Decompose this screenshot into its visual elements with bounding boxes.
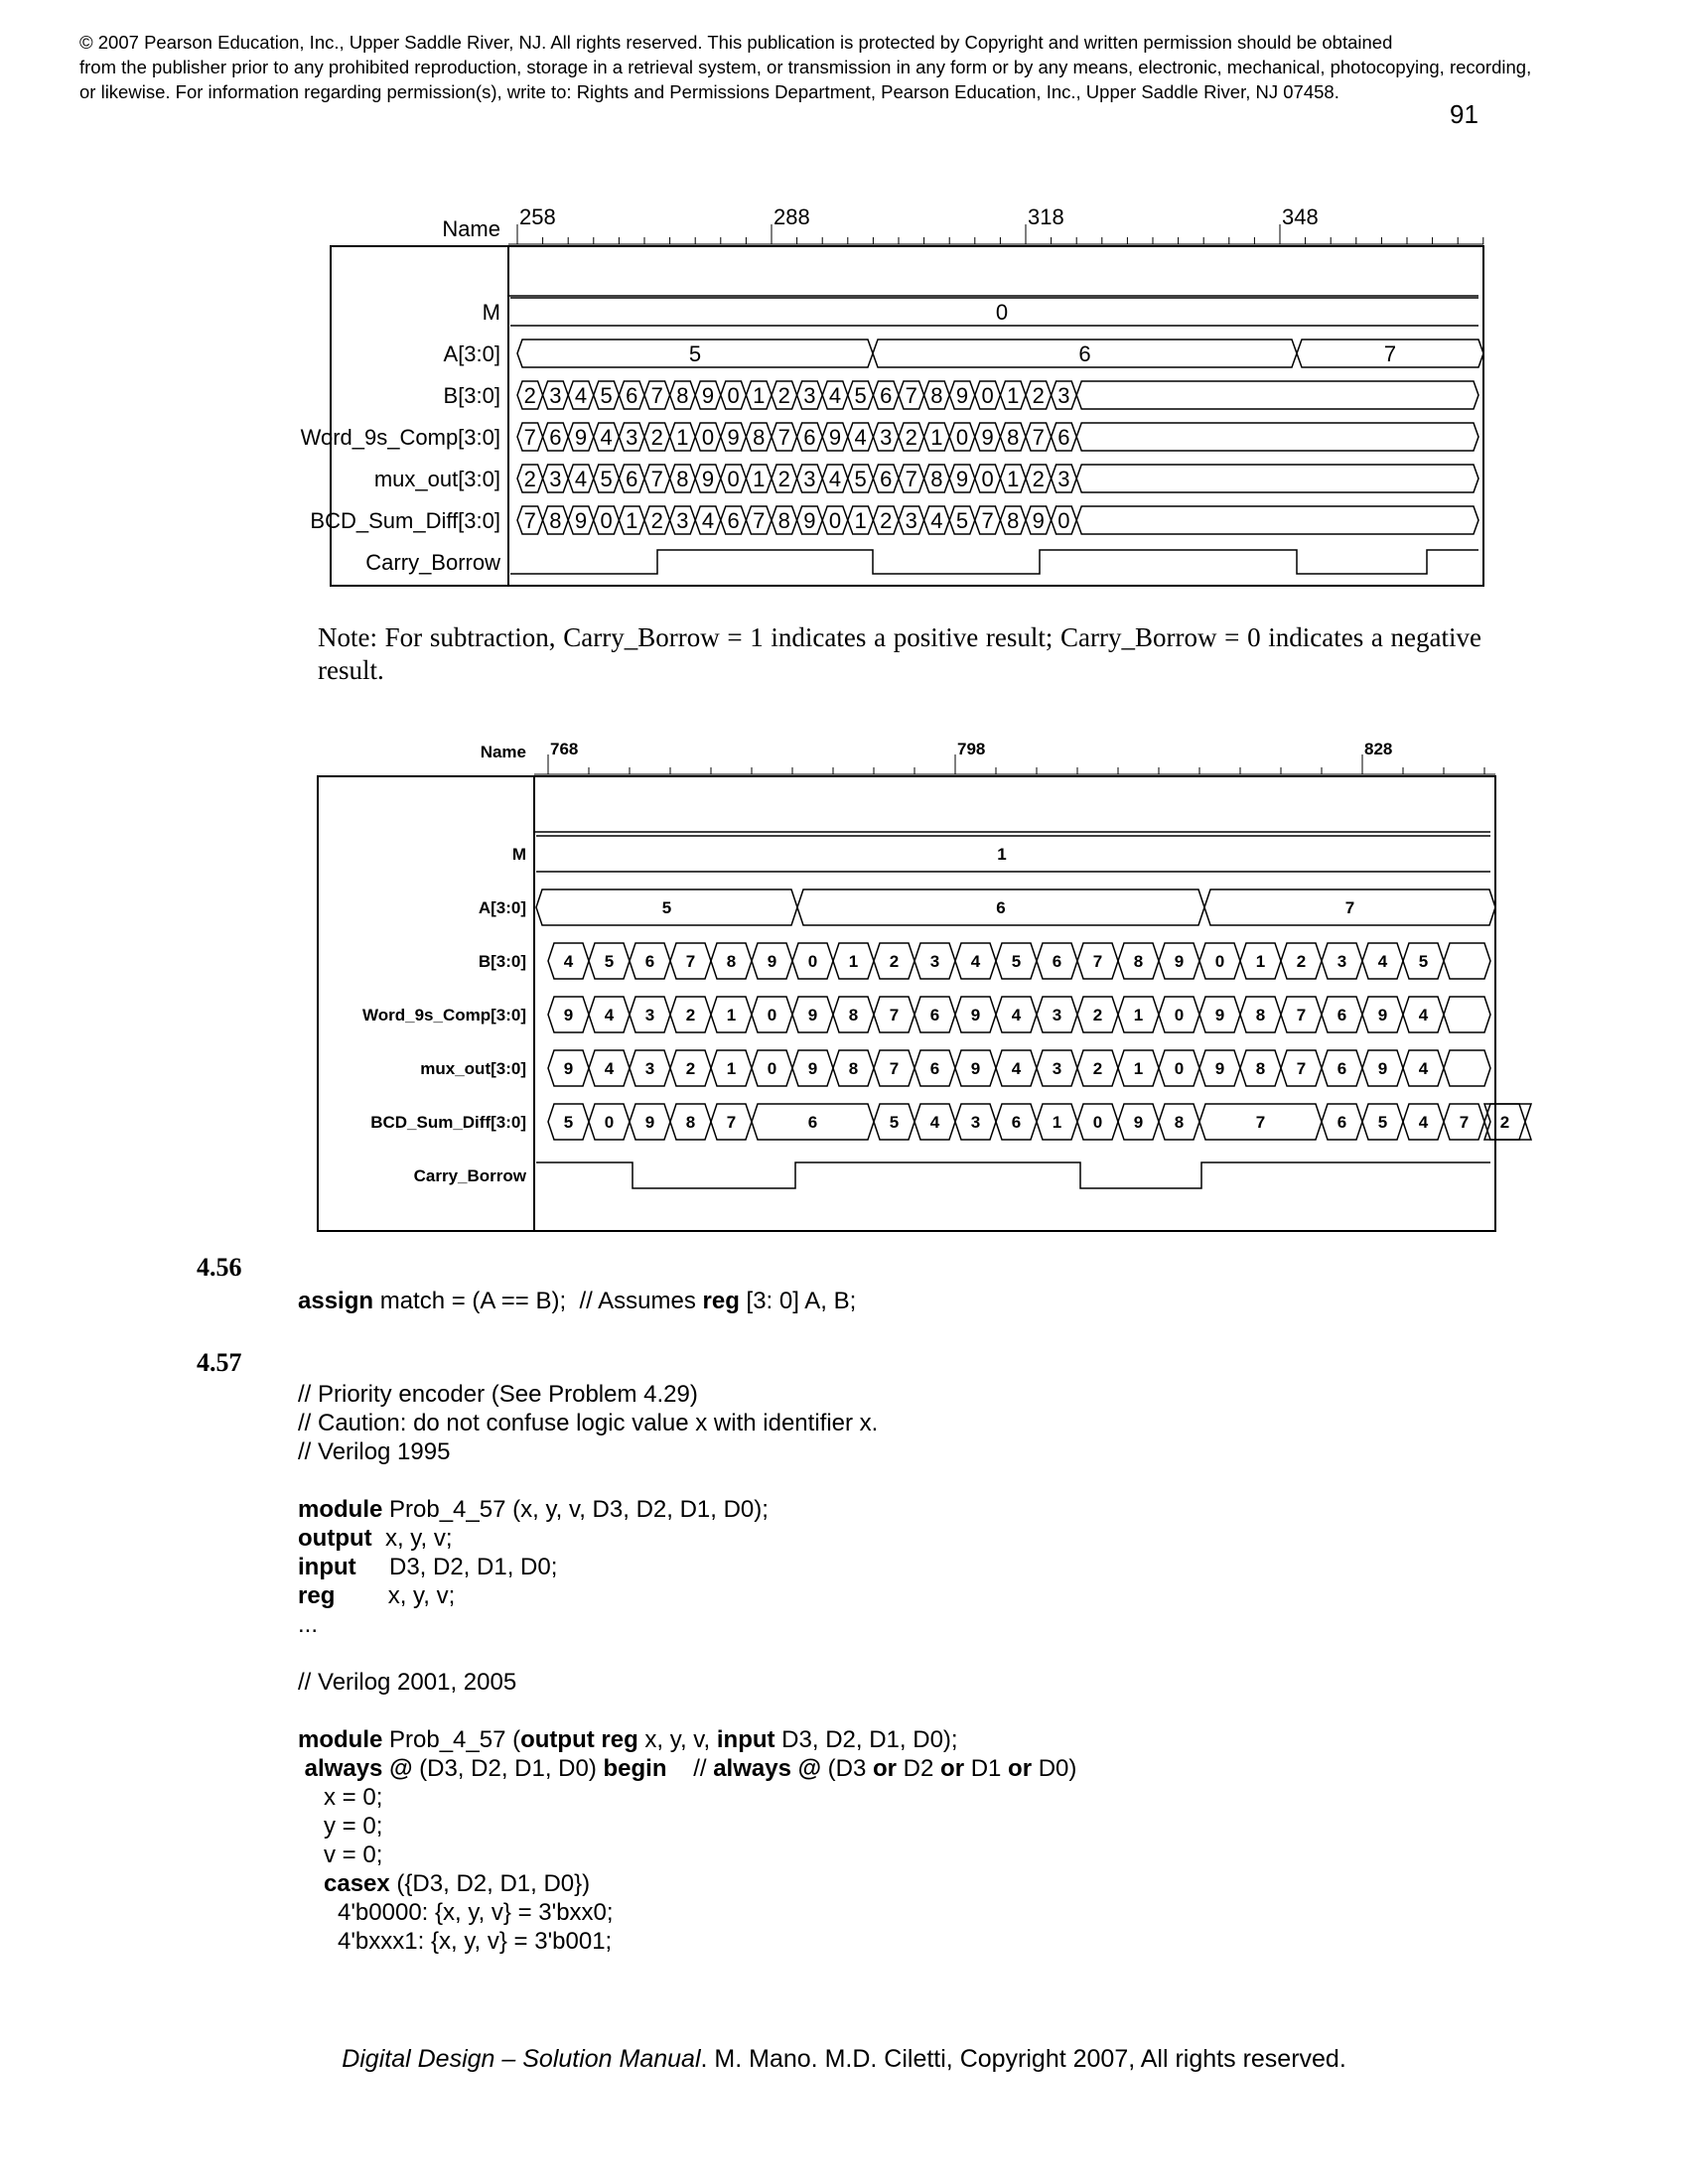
code-line: x = 0;	[324, 1784, 383, 1811]
signal-mux-value: 8	[930, 466, 943, 491]
signal-bcd-value: 0	[604, 1113, 615, 1133]
signal-comp-value: 3	[880, 424, 893, 450]
signal-comp-value: 0	[1174, 1006, 1185, 1025]
signal-bcd-value: 9	[574, 507, 588, 533]
keyword: output reg	[520, 1726, 638, 1753]
code-text: ({D3, D2, D1, D0})	[389, 1870, 591, 1897]
signal-comp-value: 9	[1214, 1006, 1225, 1025]
signal-mux-value: 0	[1174, 1059, 1185, 1079]
signal-bcd-value: 2	[650, 507, 663, 533]
signal-comp-value: 7	[523, 424, 536, 450]
keyword: reg	[702, 1288, 740, 1314]
page-number: 91	[1450, 99, 1478, 129]
signal-B-value: 0	[807, 952, 818, 972]
signal-B-segment	[1076, 381, 1478, 409]
signal-bcd-value: 6	[1011, 1113, 1022, 1133]
code-text: D1	[964, 1755, 1009, 1782]
signal-mux-value: 1	[1007, 466, 1020, 491]
signal-B-value: 8	[930, 382, 943, 408]
signal-bcd-value: 7	[726, 1113, 737, 1133]
keyword: or	[873, 1755, 898, 1782]
signal-bcd-value: 8	[685, 1113, 696, 1133]
signal-bcd-value: 0	[828, 507, 842, 533]
signal-bcd-value: 8	[549, 507, 562, 533]
signal-bcd-value: 2	[880, 507, 893, 533]
time-label: 828	[1364, 740, 1393, 758]
signal-A-value: 6	[1078, 341, 1091, 366]
signal-bcd-value: 0	[600, 507, 613, 533]
signal-B-value: 3	[1336, 952, 1347, 972]
signal-B-value: 3	[929, 952, 940, 972]
signal-mux-value: 4	[1418, 1059, 1429, 1079]
code-line: ...	[298, 1611, 319, 1638]
signal-B-value: 5	[1418, 952, 1429, 972]
signal-mux-value: 3	[803, 466, 816, 491]
signal-mux-value: 6	[880, 466, 893, 491]
signal-mux-value: 7	[650, 466, 663, 491]
keyword: or	[940, 1755, 965, 1782]
copyright-line: from the publisher prior to any prohibited reproduction, storage in a retrieval system, or transmission in any form or by any means, electronic, mechanical, photocopying, recording,	[79, 57, 1532, 77]
signal-comp-value: 9	[807, 1006, 818, 1025]
signal-B-value: 6	[880, 382, 893, 408]
code-text: x, y, v;	[335, 1582, 456, 1609]
signal-B-value: 6	[1052, 952, 1062, 972]
signal-label-A: A[3:0]	[443, 341, 500, 366]
signal-label-comp: Word_9s_Comp[3:0]	[300, 424, 500, 450]
signal-comp-value: 9	[1377, 1006, 1388, 1025]
signal-comp-value: 4	[604, 1006, 615, 1025]
signal-bcd-value: 9	[1032, 507, 1045, 533]
signal-bcd-value: 8	[777, 507, 790, 533]
code-text: (D3, D2, D1, D0)	[412, 1755, 604, 1782]
name-header: Name	[442, 216, 500, 241]
signal-bcd-value: 6	[807, 1113, 818, 1133]
time-label: 768	[550, 740, 579, 758]
signal-M-value: 0	[995, 299, 1009, 325]
signal-comp-value: 7	[777, 424, 790, 450]
signal-comp-value: 6	[1057, 424, 1070, 450]
signal-mux-value: 2	[685, 1059, 696, 1079]
signal-comp-value: 6	[929, 1006, 940, 1025]
code-text: Prob_4_57 (	[382, 1726, 521, 1753]
signal-B-value: 3	[549, 382, 562, 408]
signal-bcd-value: 6	[727, 507, 740, 533]
signal-comp-value: 6	[803, 424, 816, 450]
signal-B-value: 1	[753, 382, 766, 408]
signal-comp-value: 2	[1092, 1006, 1103, 1025]
signal-bcd-value: 7	[1255, 1113, 1266, 1133]
code-4-57	[298, 1380, 1076, 1956]
signal-label-mux: mux_out[3:0]	[373, 466, 500, 491]
signal-bcd-value: 3	[970, 1113, 981, 1133]
signal-B-value: 7	[685, 952, 696, 972]
signal-bcd-value: 4	[1418, 1113, 1429, 1133]
signal-B-value: 7	[650, 382, 663, 408]
signal-comp-value: 4	[854, 424, 867, 450]
signal-B-value: 1	[1007, 382, 1020, 408]
signal-A-value: 7	[1383, 341, 1397, 366]
code-text: x, y, v;	[371, 1525, 453, 1552]
signal-B-value: 1	[1255, 952, 1266, 972]
signal-B-value: 2	[523, 382, 536, 408]
signal-comp-value: 1	[726, 1006, 737, 1025]
signal-B-value: 8	[676, 382, 689, 408]
signal-B-value: 2	[1032, 382, 1045, 408]
signal-comp-value: 1	[676, 424, 689, 450]
signal-B-value: 3	[803, 382, 816, 408]
code-text: Prob_4_57 (x, y, v, D3, D2, D1, D0);	[382, 1496, 769, 1523]
signal-B-value: 9	[955, 382, 969, 408]
signal-mux-value: 8	[848, 1059, 859, 1079]
signal-mux-value: 9	[807, 1059, 818, 1079]
signal-mux-value: 3	[644, 1059, 655, 1079]
signal-comp-value: 9	[563, 1006, 574, 1025]
signal-mux-value: 5	[600, 466, 613, 491]
signal-A-value: 5	[661, 898, 672, 918]
code-text: match = (A == B); // Assumes	[373, 1288, 703, 1314]
signal-comp-value: 9	[828, 424, 842, 450]
signal-bcd-value: 7	[1459, 1113, 1470, 1133]
code-comment: // Priority encoder (See Problem 4.29)	[298, 1381, 698, 1408]
signal-mux-value: 9	[955, 466, 969, 491]
signal-M-value: 1	[997, 845, 1007, 865]
signal-comp-value: 3	[644, 1006, 655, 1025]
signal-A-value: 7	[1344, 898, 1355, 918]
code-line: v = 0;	[324, 1842, 383, 1868]
signal-B-value: 2	[777, 382, 790, 408]
code-text: (D3	[821, 1755, 874, 1782]
code-text: D3, D2, D1, D0);	[774, 1726, 958, 1753]
signal-label-bcd: BCD_Sum_Diff[3:0]	[370, 1113, 526, 1133]
signal-label-carry: Carry_Borrow	[413, 1166, 526, 1186]
time-label: 318	[1028, 205, 1064, 229]
keyword: input	[298, 1554, 356, 1580]
signal-comp-value: 0	[955, 424, 969, 450]
signal-mux-value: 9	[701, 466, 715, 491]
signal-comp-value: 6	[549, 424, 562, 450]
signal-comp-value: 8	[1007, 424, 1020, 450]
signal-mux-value: 3	[1057, 466, 1070, 491]
signal-bcd-value: 5	[955, 507, 969, 533]
signal-B-value: 2	[1296, 952, 1307, 972]
name-header: Name	[480, 743, 526, 761]
keyword: input	[716, 1726, 775, 1753]
signal-bcd-value: 1	[626, 507, 638, 533]
signal-comp-value: 9	[970, 1006, 981, 1025]
signal-mux-value: 4	[1011, 1059, 1022, 1079]
time-label: 348	[1282, 205, 1319, 229]
code-text: D0)	[1032, 1755, 1077, 1782]
signal-B-value: 6	[626, 382, 638, 408]
signal-mux-value: 2	[777, 466, 790, 491]
signal-bcd-value: 9	[1133, 1113, 1144, 1133]
signal-bcd-value: 9	[803, 507, 816, 533]
signal-comp-value: 2	[905, 424, 917, 450]
code-line: y = 0;	[324, 1813, 383, 1840]
signal-comp-value: 7	[1032, 424, 1045, 450]
signal-carry-waveform	[510, 550, 1478, 574]
signal-A-value: 6	[996, 898, 1006, 918]
signal-bcd-value: 3	[905, 507, 917, 533]
signal-B-value: 8	[726, 952, 737, 972]
signal-B-value: 4	[563, 952, 574, 972]
signal-B-value: 7	[905, 382, 917, 408]
signal-comp-value: 2	[650, 424, 663, 450]
signal-mux-value: 1	[726, 1059, 737, 1079]
signal-comp-value: 4	[1418, 1006, 1429, 1025]
signal-B-segment	[1444, 943, 1490, 979]
footer-text: . M. Mano. M.D. Ciletti, Copyright 2007, All rights reserved.	[700, 2045, 1346, 2073]
signal-mux-value: 7	[905, 466, 917, 491]
code-text: //	[666, 1755, 714, 1782]
signal-mux-segment	[1076, 465, 1478, 492]
problem-number-4-57: 4.57	[197, 1348, 242, 1377]
keyword: reg	[298, 1582, 336, 1609]
signal-bcd-value: 0	[1092, 1113, 1103, 1133]
signal-comp-value: 1	[1133, 1006, 1144, 1025]
signal-mux-value: 6	[929, 1059, 940, 1079]
code-comment: // Verilog 1995	[298, 1438, 451, 1465]
signal-bcd-value: 1	[1052, 1113, 1062, 1133]
signal-bcd-value: 7	[981, 507, 994, 533]
signal-mux-value: 7	[1296, 1059, 1307, 1079]
signal-bcd-value: 5	[1377, 1113, 1388, 1133]
signal-comp-value: 1	[930, 424, 943, 450]
signal-comp-value: 9	[727, 424, 740, 450]
signal-bcd-value: 7	[523, 507, 536, 533]
signal-mux-value: 0	[981, 466, 994, 491]
keyword: module	[298, 1726, 383, 1753]
code-line	[298, 1869, 1076, 1898]
signal-mux-value: 5	[854, 466, 867, 491]
signal-mux-value: 2	[1092, 1059, 1103, 1079]
signal-mux-value: 0	[727, 466, 740, 491]
signal-bcd-value: 5	[889, 1113, 900, 1133]
code-line	[298, 1725, 1076, 1754]
signal-label-mux: mux_out[3:0]	[420, 1059, 526, 1079]
code-line	[298, 1754, 1076, 1783]
signal-label-B: B[3:0]	[478, 952, 526, 972]
signal-B-value: 5	[854, 382, 867, 408]
signal-mux-value: 4	[828, 466, 842, 491]
footer	[0, 2045, 1688, 2074]
signal-bcd-value: 1	[854, 507, 867, 533]
signal-bcd-value: 9	[644, 1113, 655, 1133]
signal-B-value: 0	[1214, 952, 1225, 972]
signal-comp-value: 7	[889, 1006, 900, 1025]
signal-comp-value: 8	[753, 424, 766, 450]
signal-label-B: B[3:0]	[443, 382, 500, 408]
keyword: always @	[304, 1755, 413, 1782]
signal-mux-value: 7	[889, 1059, 900, 1079]
signal-mux-value: 3	[1052, 1059, 1062, 1079]
footer-title: Digital Design – Solution Manual	[342, 2045, 701, 2073]
signal-B-value: 5	[1011, 952, 1022, 972]
signal-B-value: 0	[981, 382, 994, 408]
problem-number-4-56: 4.56	[197, 1253, 242, 1282]
keyword: casex	[324, 1870, 390, 1897]
signal-mux-value: 9	[1377, 1059, 1388, 1079]
signal-mux-value: 4	[574, 466, 588, 491]
signal-comp-value: 2	[685, 1006, 696, 1025]
signal-comp-value: 4	[1011, 1006, 1022, 1025]
signal-B-value: 4	[1377, 952, 1388, 972]
signal-comp-segment	[1076, 423, 1478, 451]
timing-diagram-1	[0, 189, 1688, 586]
signal-bcd-value: 6	[1336, 1113, 1347, 1133]
signal-B-value: 9	[767, 952, 777, 972]
signal-bcd-value: 8	[1174, 1113, 1185, 1133]
signal-A-value: 5	[688, 341, 702, 366]
signal-mux-value: 6	[626, 466, 638, 491]
keyword: begin	[603, 1755, 667, 1782]
signal-carry-waveform	[536, 1162, 1490, 1188]
signal-comp-value: 3	[1052, 1006, 1062, 1025]
code-line	[298, 1524, 1076, 1553]
signal-mux-value: 9	[970, 1059, 981, 1079]
signal-bcd-value: 3	[676, 507, 689, 533]
time-label: 288	[774, 205, 810, 229]
signal-bcd-value: 2	[1499, 1113, 1510, 1133]
signal-bcd-segment	[1076, 506, 1478, 534]
signal-comp-value: 8	[848, 1006, 859, 1025]
signal-comp-value: 0	[701, 424, 715, 450]
code-4-56	[298, 1287, 856, 1315]
keyword: assign	[298, 1288, 374, 1314]
code-text: D3, D2, D1, D0;	[355, 1554, 558, 1580]
time-label: 798	[957, 740, 986, 758]
signal-comp-value: 7	[1296, 1006, 1307, 1025]
signal-B-value: 5	[600, 382, 613, 408]
signal-B-value: 4	[970, 952, 981, 972]
signal-B-value: 8	[1133, 952, 1144, 972]
signal-comp-value: 9	[574, 424, 588, 450]
signal-mux-value: 4	[604, 1059, 615, 1079]
signal-comp-value: 9	[981, 424, 994, 450]
signal-B-value: 0	[727, 382, 740, 408]
signal-mux-value: 3	[549, 466, 562, 491]
code-line: 4'bxxx1: {x, y, v} = 3'b001;	[338, 1928, 613, 1955]
code-line	[298, 1553, 1076, 1581]
keyword: module	[298, 1496, 383, 1523]
signal-label-M: M	[511, 845, 526, 865]
code-line	[298, 1495, 1076, 1524]
code-text: x, y, v,	[637, 1726, 717, 1753]
keyword: output	[298, 1525, 372, 1552]
signal-bcd-value: 4	[929, 1113, 940, 1133]
signal-bcd-value: 4	[930, 507, 943, 533]
signal-mux-value: 0	[767, 1059, 777, 1079]
signal-label-M: M	[482, 299, 500, 325]
code-line	[298, 1581, 1076, 1610]
timing-diagram-2	[0, 705, 1688, 1221]
signal-mux-value: 6	[1336, 1059, 1347, 1079]
code-comment: // Caution: do not confuse logic value x with identifier x.	[298, 1410, 879, 1436]
code-line: 4'b0000: {x, y, v} = 3'bxx0;	[338, 1899, 614, 1926]
code-text: [3: 0] A, B;	[739, 1288, 857, 1314]
signal-B-value: 3	[1057, 382, 1070, 408]
signal-mux-value: 2	[523, 466, 536, 491]
time-label: 258	[519, 205, 556, 229]
signal-bcd-value: 4	[701, 507, 715, 533]
code-comment: // Verilog 2001, 2005	[298, 1669, 517, 1696]
signal-B-value: 4	[574, 382, 588, 408]
signal-bcd-value: 8	[1007, 507, 1020, 533]
signal-comp-value: 0	[767, 1006, 777, 1025]
code-text: D2	[897, 1755, 941, 1782]
signal-mux-value: 2	[1032, 466, 1045, 491]
signal-B-value: 1	[848, 952, 859, 972]
signal-B-value: 5	[604, 952, 615, 972]
signal-mux-value: 9	[1214, 1059, 1225, 1079]
signal-comp-value: 3	[626, 424, 638, 450]
signal-mux-segment	[1444, 1050, 1490, 1086]
signal-B-value: 7	[1092, 952, 1103, 972]
copyright-line: © 2007 Pearson Education, Inc., Upper Saddle River, NJ. All rights reserved. This publication is protected by Copyright and written permission should be obtained	[79, 32, 1393, 53]
signal-mux-value: 1	[1133, 1059, 1144, 1079]
signal-mux-value: 8	[1255, 1059, 1266, 1079]
signal-label-carry: Carry_Borrow	[365, 549, 500, 575]
signal-B-value: 9	[1174, 952, 1185, 972]
signal-B-value: 9	[701, 382, 715, 408]
signal-bcd-value: 7	[753, 507, 766, 533]
signal-bcd-value: 5	[563, 1113, 574, 1133]
copyright-notice	[79, 30, 1628, 104]
signal-comp-segment	[1444, 997, 1490, 1032]
signal-label-comp: Word_9s_Comp[3:0]	[362, 1006, 526, 1025]
signal-B-value: 4	[828, 382, 842, 408]
signal-mux-value: 9	[563, 1059, 574, 1079]
signal-B-value: 2	[889, 952, 900, 972]
signal-label-bcd: BCD_Sum_Diff[3:0]	[310, 507, 500, 533]
signal-comp-value: 8	[1255, 1006, 1266, 1025]
subtraction-note: Note: For subtraction, Carry_Borrow = 1 indicates a positive result; Carry_Borrow = 0 indicates a negative result.	[318, 622, 1481, 685]
signal-bcd-value: 0	[1057, 507, 1070, 533]
signal-mux-value: 1	[753, 466, 766, 491]
signal-mux-value: 8	[676, 466, 689, 491]
signal-label-A: A[3:0]	[478, 898, 526, 918]
signal-comp-value: 6	[1336, 1006, 1347, 1025]
keyword: always @	[713, 1755, 821, 1782]
keyword: or	[1008, 1755, 1033, 1782]
copyright-line: or likewise. For information regarding permission(s), write to: Rights and Permissions Department, Pearson Education, Inc., Upper Saddle River, NJ 07458.	[79, 81, 1339, 102]
signal-comp-value: 4	[600, 424, 613, 450]
signal-B-value: 6	[644, 952, 655, 972]
